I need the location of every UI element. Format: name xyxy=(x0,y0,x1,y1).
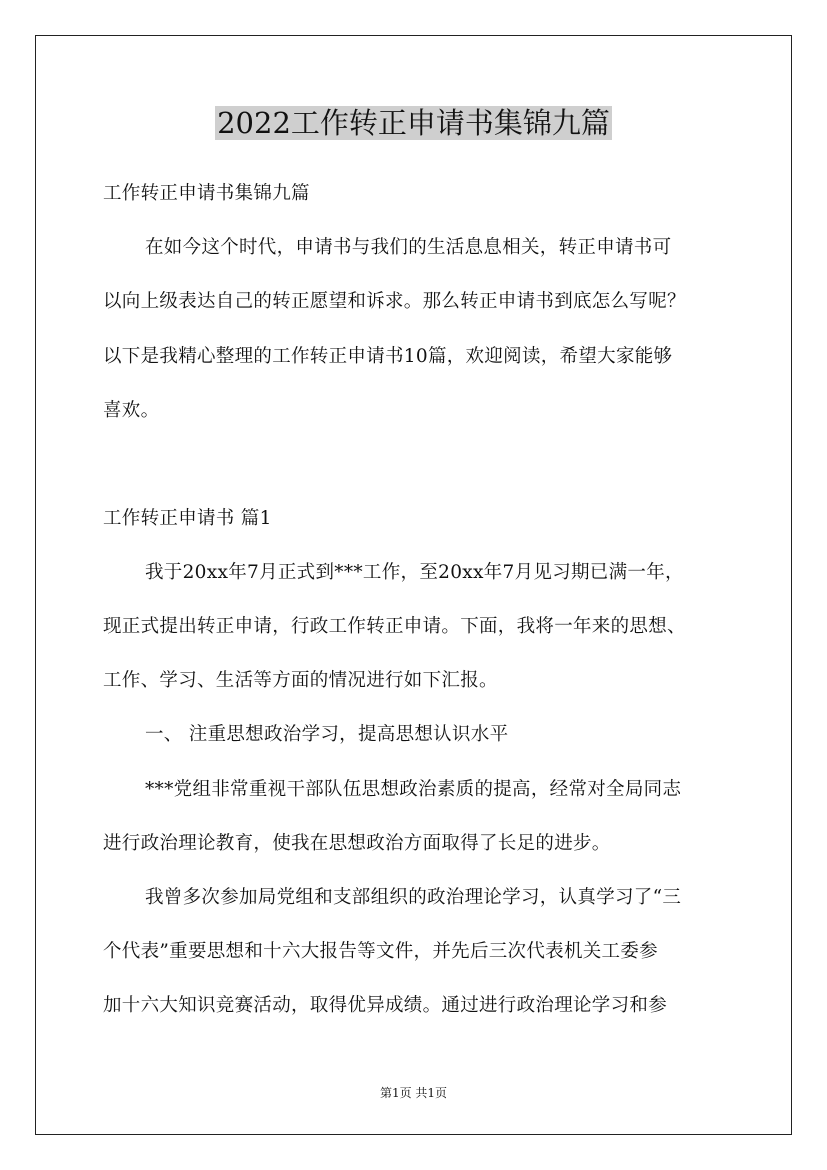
paragraph-line: 以下是我精心整理的工作转正申请书10篇，欢迎阅读，希望大家能够 xyxy=(103,346,673,367)
paragraph-line: ***党组非常重视干部队伍思想政治素质的提高，经常对全局同志 xyxy=(145,779,682,800)
paragraph-line: 个代表”重要思想和十六大报告等文件，并先后三次代表机关工委参 xyxy=(103,941,658,962)
subsection-heading: 一、 注重思想政治学习，提高思想认识水平 xyxy=(145,724,509,745)
title-text: 2022工作转正申请书集锦九篇 xyxy=(217,106,610,140)
paragraph-line: 以向上级表达自己的转正愿望和诉求。那么转正申请书到底怎么写呢？ xyxy=(103,291,686,312)
paragraph-line: 加十六大知识竞赛活动，取得优异成绩。通过进行政治理论学习和参 xyxy=(103,995,668,1016)
paragraph-line: 现正式提出转正申请，行政工作转正申请。下面，我将一年来的思想、 xyxy=(103,616,686,637)
paragraph-line: 工作、学习、生活等方面的情况进行如下汇报。 xyxy=(103,670,498,691)
paragraph-line: 我曾多次参加局党组和支部组织的政治理论学习，认真学习了“三 xyxy=(145,887,682,908)
paragraph-line: 在如今这个时代，申请书与我们的生活息息相关，转正申请书可 xyxy=(145,237,672,258)
document-title xyxy=(0,104,827,142)
paragraph-line: 喜欢。 xyxy=(103,400,160,421)
paragraph-line: 我于20xx年7月正式到***工作，至20xx年7月见习期已满一年， xyxy=(145,562,684,583)
section-heading: 工作转正申请书 篇1 xyxy=(103,508,272,529)
paragraph-line: 进行政治理论教育，使我在思想政治方面取得了长足的进步。 xyxy=(103,833,611,854)
page-footer: 第1页 共1页 xyxy=(379,1086,448,1100)
subtitle-line: 工作转正申请书集锦九篇 xyxy=(103,183,310,204)
